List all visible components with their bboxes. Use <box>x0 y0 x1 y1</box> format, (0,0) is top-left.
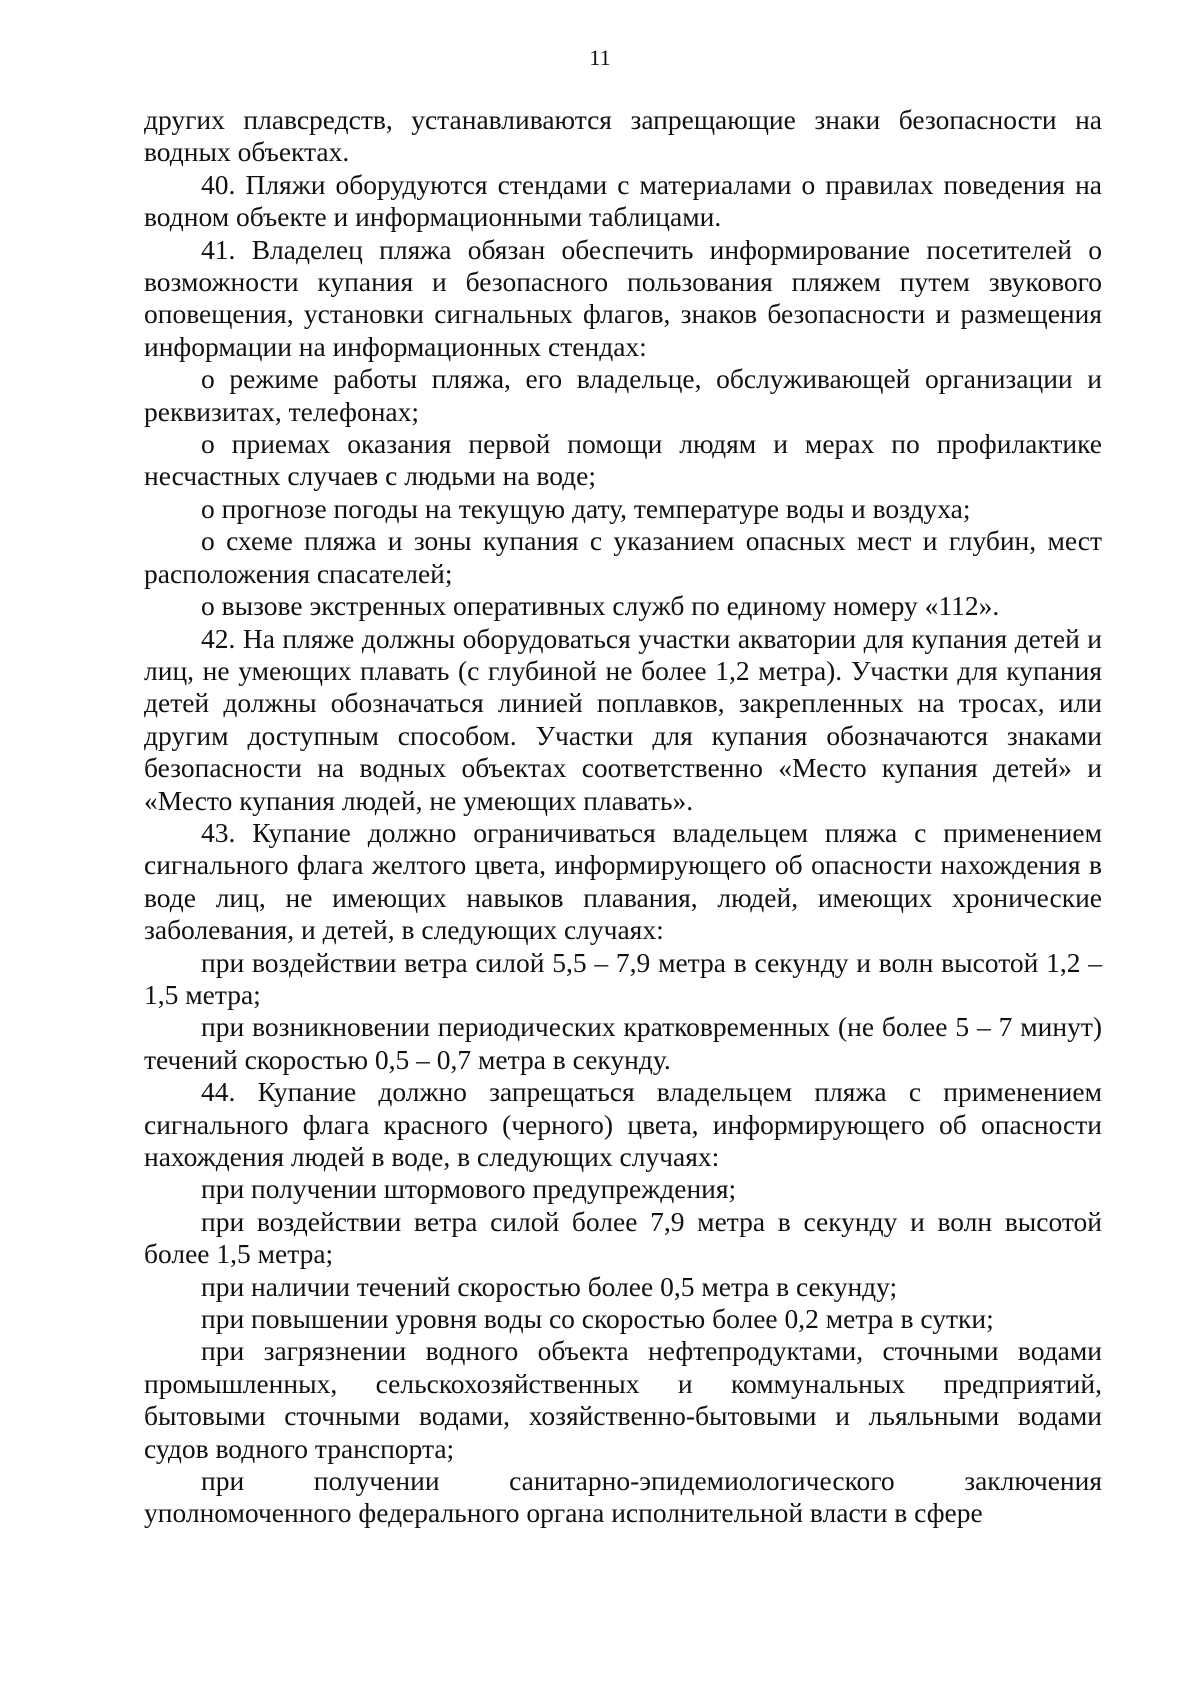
paragraph-42: 42. На пляже должны оборудоваться участки акватории для купания детей и лиц, не умеющих плавать (с глубиной не более 1,2 метра). Участки для купания детей должны обозначаться линией поплавков, закрепленных на тросах, или другим доступным способом. Участки для купания обозначаются знаками безопасности на водных объектах соответственно «Место купания детей» и «Место купания людей, не умеющих плавать». <box>144 622 1102 816</box>
paragraph-40: 40. Пляжи оборудуются стендами с материалами о правилах поведения на водном объекте и информационными таблицами. <box>144 168 1102 233</box>
paragraph-43: 43. Купание должно ограничиваться владельцем пляжа с применением сигнального флага желтого цвета, информирующего об опасности нахождения в воде лиц, не имеющих навыков плавания, людей, имеющих хронические заболевания, и детей, в следующих случаях: <box>144 816 1102 946</box>
list-item-work-schedule: о режиме работы пляжа, его владельце, обслуживающей организации и реквизитах, телефонах; <box>144 363 1102 427</box>
paragraph-44: 44. Купание должно запрещаться владельцем пляжа с применением сигнального флага красного (черного) цвета, информирующего об опасности нахождения людей в воде, в следующих случаях: <box>144 1076 1102 1172</box>
document-body <box>144 104 1102 1530</box>
list-item-emergency-call: о вызове экстренных оперативных служб по единому номеру «112». <box>201 590 1000 622</box>
list-item-storm-warning: при получении штормового предупреждения; <box>201 1173 737 1205</box>
list-item-wind-7-9: при воздействии ветра силой более 7,9 метра в секунду и волн высотой более 1,5 метра; <box>144 1205 1102 1270</box>
list-item-weather: о прогнозе погоды на текущую дату, температуре воды и воздуха; <box>201 492 971 524</box>
list-item-sanitary-conclusion: при получении санитарно-эпидемиологического заключения уполномоченного федерального органа исполнительной власти в сфере <box>144 1465 1102 1529</box>
list-item-short-currents: при возникновении периодических кратковременных (не более 5 – 7 минут) течений скоростью 0,5 – 0,7 метра в секунду. <box>144 1011 1102 1075</box>
paragraph-continuation: других плавсредств, устанавливаются запрещающие знаки безопасности на водных объектах. <box>144 104 1102 168</box>
list-item-wind-5-5: при воздействии ветра силой 5,5 – 7,9 метра в секунду и волн высотой 1,2 – 1,5 метра; <box>144 946 1102 1010</box>
paragraph-41: 41. Владелец пляжа обязан обеспечить информирование посетителей о возможности купания и безопасного пользования пляжем путем звукового оповещения, установки сигнальных флагов, знаков безопасности и размещения информации на информационных стендах: <box>144 233 1102 362</box>
list-item-currents: при наличии течений скоростью более 0,5 метра в секунду; <box>201 1270 898 1302</box>
page-number: 11 <box>589 45 611 70</box>
list-item-beach-scheme: о схеме пляжа и зоны купания с указанием опасных мест и глубин, мест расположения спасателей; <box>144 525 1102 589</box>
list-item-first-aid: о приемах оказания первой помощи людям и мерах по профилактике несчастных случаев с людьми на воде; <box>144 428 1102 492</box>
list-item-water-level: при повышении уровня воды со скоростью более 0,2 метра в сутки; <box>201 1303 994 1335</box>
list-item-pollution: при загрязнении водного объекта нефтепродуктами, сточными водами промышленных, сельскохозяйственных и коммунальных предприятий, бытовыми сточными водами, хозяйственно-бытовыми и льяльными водами судов водного транспорта; <box>144 1335 1102 1464</box>
